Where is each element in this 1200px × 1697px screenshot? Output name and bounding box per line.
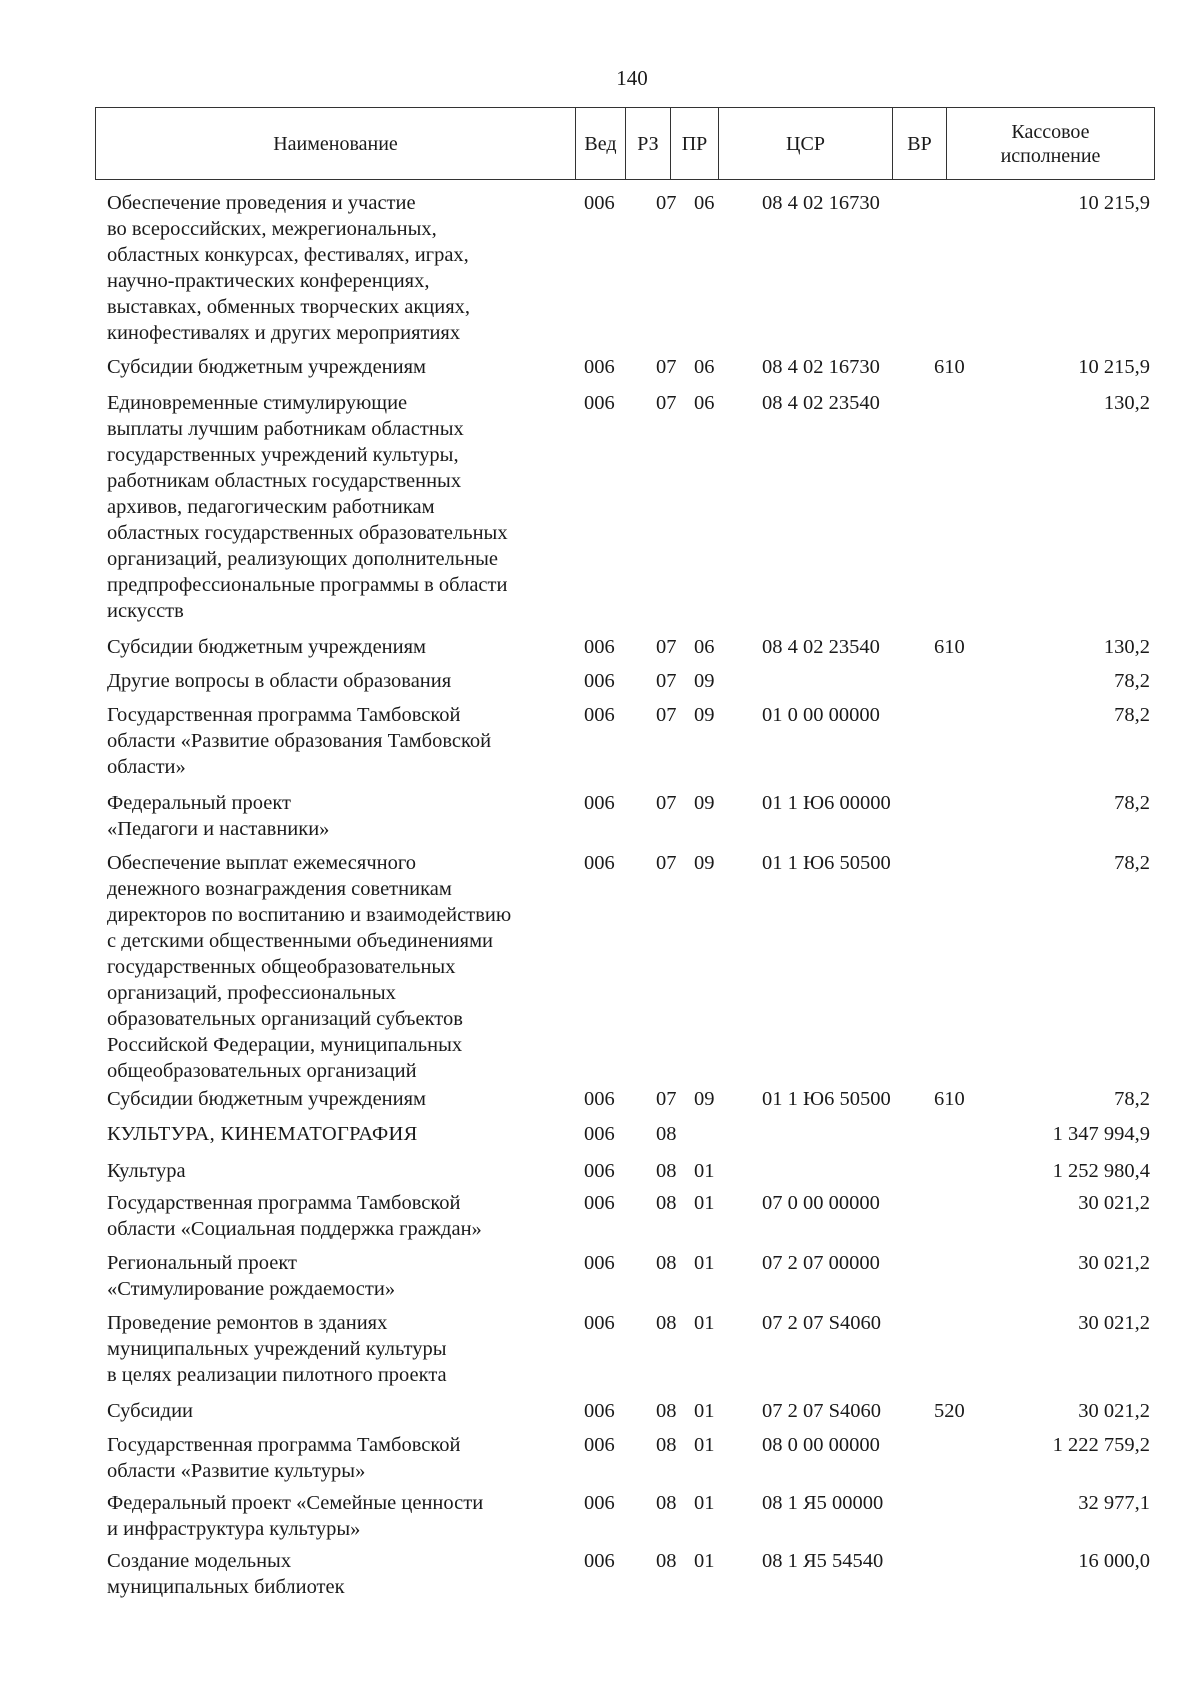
header-ved: Вед (576, 108, 626, 179)
row-csr: 08 4 02 23540 (762, 636, 880, 658)
row-ved: 006 (584, 356, 615, 378)
row-sum: 130,2 (1103, 392, 1150, 414)
row-csr: 01 1 Ю6 50500 (762, 852, 891, 874)
row-name: Обеспечение проведения и участие во всероссийских, межрегиональных, областных конкурсах, фестивалях, играх, научно-практических конференциях, выставках, обменных творческих акциях, кинофестивалях и других мероприятиях (107, 192, 471, 344)
row-sum: 10 215,9 (1078, 356, 1150, 378)
row-sum: 30 021,2 (1078, 1192, 1150, 1214)
row-sum: 78,2 (1114, 1088, 1150, 1110)
row-name: Государственная программа Тамбовской области «Развитие образования Тамбовской области» (107, 704, 492, 778)
header-pr: ПР (671, 108, 719, 179)
row-rz: 08 (656, 1550, 677, 1572)
row-ved: 006 (584, 636, 615, 658)
row-rz: 08 (656, 1492, 677, 1514)
row-sum: 16 000,0 (1078, 1550, 1150, 1572)
row-name: КУЛЬТУРА, КИНЕМАТОГРАФИЯ (107, 1123, 418, 1145)
row-name: Создание модельных муниципальных библиотек (107, 1550, 345, 1598)
row-name: Федеральный проект «Семейные ценности и инфраструктура культуры» (107, 1492, 484, 1540)
row-ved: 006 (584, 852, 615, 874)
row-rz: 07 (656, 392, 677, 414)
row-ved: 006 (584, 1492, 615, 1514)
row-rz: 08 (656, 1252, 677, 1274)
row-csr: 07 2 07 00000 (762, 1252, 880, 1274)
row-rz: 07 (656, 356, 677, 378)
row-pr: 01 (694, 1434, 715, 1456)
row-ved: 006 (584, 1550, 615, 1572)
row-name: Проведение ремонтов в зданиях муниципальных учреждений культуры в целях реализации пилотного проекта (107, 1312, 447, 1386)
row-ved: 006 (584, 670, 615, 692)
row-rz: 08 (656, 1192, 677, 1214)
row-sum: 32 977,1 (1078, 1492, 1150, 1514)
row-sum: 1 252 980,4 (1052, 1160, 1150, 1182)
row-ved: 006 (584, 1088, 615, 1110)
row-pr: 09 (694, 670, 715, 692)
header-name: Наименование (96, 108, 576, 179)
row-name: Государственная программа Тамбовской области «Социальная поддержка граждан» (107, 1192, 482, 1240)
row-csr: 08 0 00 00000 (762, 1434, 880, 1456)
row-sum: 78,2 (1114, 852, 1150, 874)
row-rz: 07 (656, 704, 677, 726)
row-name: Субсидии (107, 1400, 194, 1422)
row-pr: 01 (694, 1160, 715, 1182)
row-csr: 08 4 02 16730 (762, 192, 880, 214)
header-rz: РЗ (626, 108, 671, 179)
row-csr: 08 1 Я5 00000 (762, 1492, 884, 1514)
row-ved: 006 (584, 1312, 615, 1334)
row-rz: 08 (656, 1160, 677, 1182)
row-pr: 01 (694, 1400, 715, 1422)
row-sum: 10 215,9 (1078, 192, 1150, 214)
row-ved: 006 (584, 1160, 615, 1182)
row-csr: 01 1 Ю6 00000 (762, 792, 891, 814)
row-name: Культура (107, 1160, 186, 1182)
row-rz: 07 (656, 792, 677, 814)
row-name: Субсидии бюджетным учреждениям (107, 636, 427, 658)
row-vr: 610 (934, 1088, 965, 1110)
row-vr: 610 (934, 356, 965, 378)
row-name: Федеральный проект «Педагоги и наставники» (107, 792, 330, 840)
row-pr: 09 (694, 792, 715, 814)
row-ved: 006 (584, 704, 615, 726)
row-pr: 09 (694, 852, 715, 874)
row-csr: 07 2 07 S4060 (762, 1312, 882, 1334)
row-name: Региональный проект «Стимулирование рождаемости» (107, 1252, 396, 1300)
row-rz: 07 (656, 192, 677, 214)
header-sum: Кассовое исполнение (1000, 120, 1101, 167)
row-sum: 1 347 994,9 (1052, 1123, 1150, 1145)
row-vr: 520 (934, 1400, 965, 1422)
row-sum: 30 021,2 (1078, 1312, 1150, 1334)
row-pr: 01 (694, 1492, 715, 1514)
row-name: Государственная программа Тамбовской области «Развитие культуры» (107, 1434, 461, 1482)
row-pr: 01 (694, 1550, 715, 1572)
row-csr: 07 0 00 00000 (762, 1192, 880, 1214)
row-pr: 01 (694, 1252, 715, 1274)
row-name: Другие вопросы в области образования (107, 670, 452, 692)
row-rz: 08 (656, 1400, 677, 1422)
row-rz: 07 (656, 1088, 677, 1110)
row-sum: 78,2 (1114, 704, 1150, 726)
row-pr: 06 (694, 192, 715, 214)
row-csr: 08 4 02 16730 (762, 356, 880, 378)
row-vr: 610 (934, 636, 965, 658)
row-ved: 006 (584, 192, 615, 214)
row-sum: 30 021,2 (1078, 1400, 1150, 1422)
row-rz: 07 (656, 636, 677, 658)
row-pr: 09 (694, 1088, 715, 1110)
table-header (95, 107, 1155, 180)
row-csr: 07 2 07 S4060 (762, 1400, 882, 1422)
row-pr: 01 (694, 1312, 715, 1334)
row-csr: 08 1 Я5 54540 (762, 1550, 884, 1572)
row-sum: 30 021,2 (1078, 1252, 1150, 1274)
row-name: Обеспечение выплат ежемесячного денежного вознаграждения советникам директоров по воспитанию и взаимодействию с детскими общественными объединениями государственных общеобразовательных организаций, профессиональных образовательных организаций субъектов Российской Федерации, муниципальных общеобразовательных организаций (107, 852, 512, 1082)
row-rz: 08 (656, 1123, 677, 1145)
row-ved: 006 (584, 392, 615, 414)
row-rz: 07 (656, 670, 677, 692)
row-rz: 07 (656, 852, 677, 874)
row-sum: 78,2 (1114, 670, 1150, 692)
row-ved: 006 (584, 1434, 615, 1456)
page-number: 140 (616, 66, 648, 90)
row-ved: 006 (584, 1192, 615, 1214)
row-csr: 01 1 Ю6 50500 (762, 1088, 891, 1110)
row-name: Субсидии бюджетным учреждениям (107, 356, 427, 378)
header-vr: ВР (893, 108, 947, 179)
row-ved: 006 (584, 1252, 615, 1274)
row-rz: 08 (656, 1434, 677, 1456)
row-sum: 78,2 (1114, 792, 1150, 814)
row-sum: 130,2 (1103, 636, 1150, 658)
row-pr: 09 (694, 704, 715, 726)
row-pr: 06 (694, 356, 715, 378)
row-pr: 06 (694, 392, 715, 414)
row-csr: 01 0 00 00000 (762, 704, 880, 726)
row-pr: 06 (694, 636, 715, 658)
row-sum: 1 222 759,2 (1052, 1434, 1150, 1456)
row-ved: 006 (584, 1400, 615, 1422)
row-name: Единовременные стимулирующие выплаты лучшим работникам областных государственных учреждений культуры, работникам областных государственных архивов, педагогическим работникам областных государственных образовательных организаций, реализующих дополнительные предпрофессиональные программы в области искусств (107, 392, 508, 622)
row-rz: 08 (656, 1312, 677, 1334)
header-csr: ЦСР (719, 108, 893, 179)
row-ved: 006 (584, 792, 615, 814)
row-name: Субсидии бюджетным учреждениям (107, 1088, 427, 1110)
row-pr: 01 (694, 1192, 715, 1214)
row-ved: 006 (584, 1123, 615, 1145)
row-csr: 08 4 02 23540 (762, 392, 880, 414)
